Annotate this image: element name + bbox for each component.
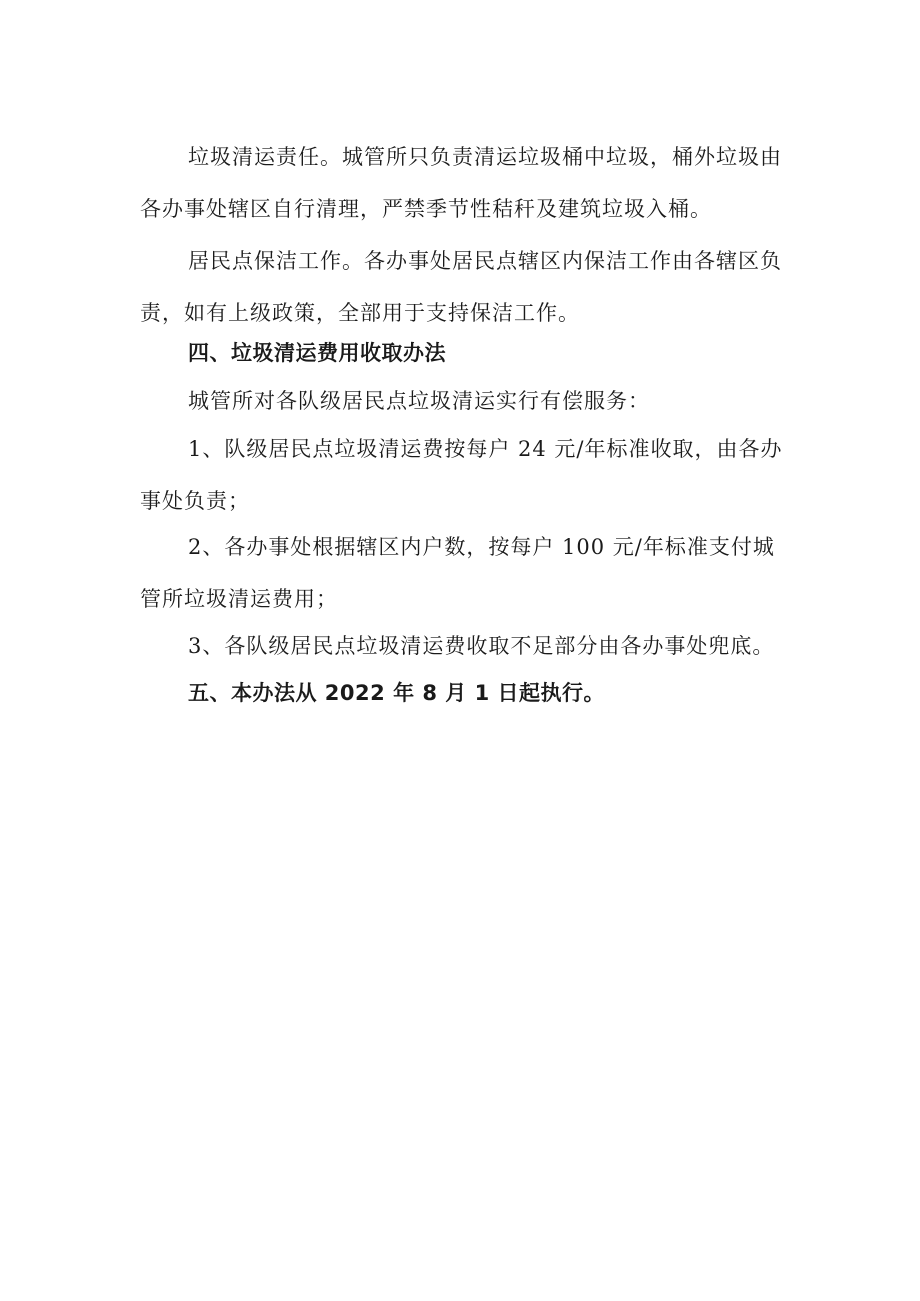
paragraph-garbage-responsibility: 垃圾清运责任。城管所只负责清运垃圾桶中垃圾，桶外垃圾由各办事处辖区自行清理，严禁季节性秸秆及建筑垃圾入桶。 bbox=[140, 145, 782, 221]
section-heading-effective-date: 五、本办法从 2022 年 8 月 1 日起执行。 bbox=[188, 681, 606, 705]
section-heading-fee-collection: 四、垃圾清运费用收取办法 bbox=[188, 341, 446, 365]
paragraph-settlement-cleaning: 居民点保洁工作。各办事处居民点辖区内保洁工作由各辖区负责，如有上级政策，全部用于支持保洁工作。 bbox=[140, 249, 782, 325]
paragraph-paid-service: 城管所对各队级居民点垃圾清运实行有偿服务： bbox=[188, 389, 650, 413]
list-item-1: 1、队级居民点垃圾清运费按每户 24 元/年标准收取，由各办事处负责； bbox=[140, 437, 783, 513]
list-item-3: 3、各队级居民点垃圾清运费收取不足部分由各办事处兜底。 bbox=[188, 634, 775, 658]
list-item-2: 2、各办事处根据辖区内户数，按每户 100 元/年标准支付城管所垃圾清运费用； bbox=[140, 535, 775, 611]
